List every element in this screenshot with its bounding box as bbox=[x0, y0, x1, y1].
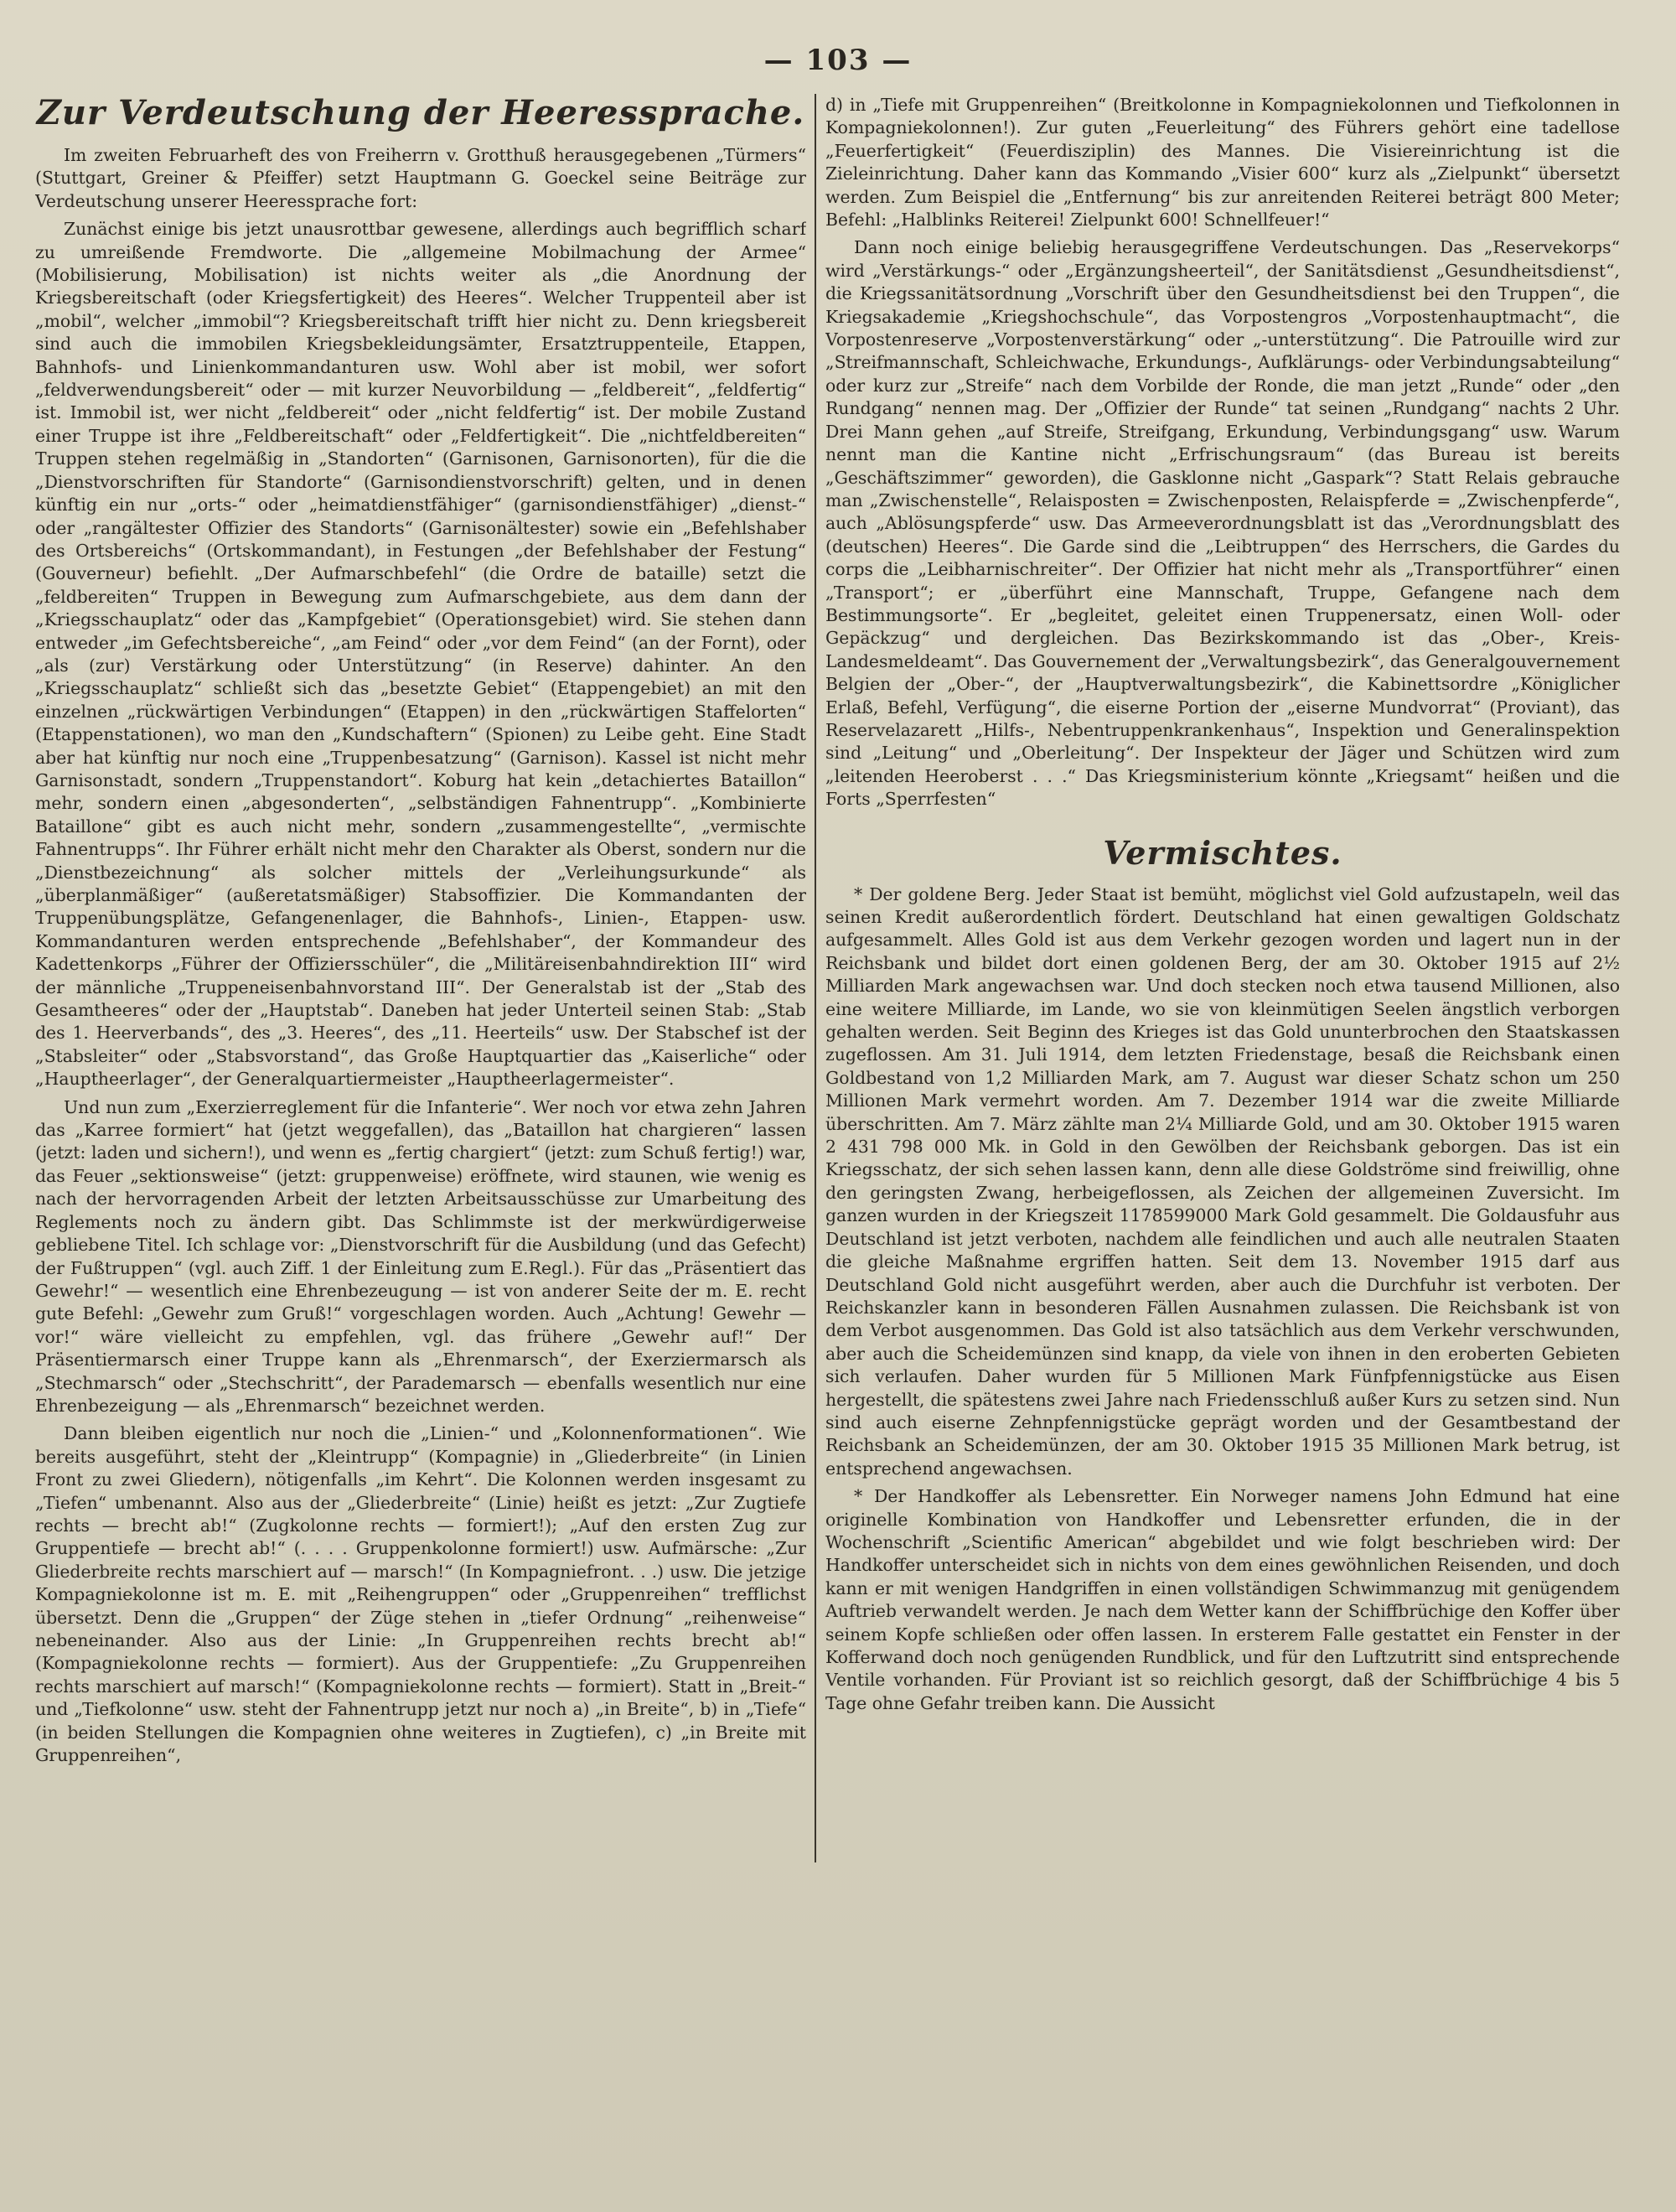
paragraph-kolonnen: Dann bleiben eigentlich nur noch die „Linien-“ und „Kolonnenformationen“. Wie bereits ausgeführt, steht der „Kleintrupp“ (Kompagnie) in „Gliederbreite“ (in Linien Front zu zwei Gliedern), nötigenfalls „im Kehrt“. Die Kolonnen werden insgesamt zu „Tiefen“ umbenannt. Also aus der „Gliederbreite“ (Linie) heißt es jetzt: „Zur Zugtiefe rechts — brecht ab!“ (Zugkolonne rechts — formiert!); „Auf den ersten Zug zur Gruppentiefe — brecht ab!“ (. . . . Gruppenkolonne formiert!) usw. Aufmärsche: „Zur Gliederbreite rechts marschiert auf — marsch!“ (In Kompagniefront. . .) usw. Die jetzige Kompagniekolonne ist m. E. mit „Reihengruppen“ oder „Gruppenreihen“ trefflichst übersetzt. Denn die „Gruppen“ der Züge stehen in „tiefer Ordnung“ „reihenweise“ nebeneinander. Also aus der Linie: „In Gruppenreihen rechts brecht ab!“ (Kompagniekolonne rechts — formiert). Aus der Gruppentiefe: „Zu Gruppenreihen rechts marschiert auf marsch!“ (Kompagniekolonne rechts — formiert). Statt in „Breit-“ und „Tiefkolonne“ usw. steht der Fahnentrupp jetzt nur noch a) „in Breite“, b) in „Tiefe“ (in beiden Stellungen die Kompagnien ohne weiteres in Zugtiefen), c) „in Breite mit Gruppenreihen“, bbox=[35, 1423, 806, 1766]
paragraph-exerzierreglement: Und nun zum „Exerzierreglement für die Infanterie“. Wer noch vor etwa zehn Jahren das „Karree formiert“ hat (jetzt weggefallen), das „Bataillon hat chargieren“ lassen (jetzt: laden und sichern!), und wenn es „fertig chargiert“ (jetzt: zum Schuß fertig!) war, das Feuer „sektionsweise“ (jetzt: gruppenweise) eröffnete, wird staunen, wie wenig es nach der hervorragenden Arbeit der letzten Arbeitsausschüsse zur Umarbeitung des Reglements noch zu ändern gibt. Das Schlimmste ist der merkwürdigerweise gebliebene Titel. Ich schlage vor: „Dienstvorschrift für die Ausbildung (und das Gefecht) der Fußtruppen“ (vgl. auch Ziff. 1 der Einleitung zum E.Regl.). Für das „Präsentiert das Gewehr!“ — wesentlich eine Ehrenbezeugung — ist von anderer Seite der m. E. recht gute Befehl: „Gewehr zum Gruß!“ vorgeschlagen worden. Auch „Achtung! Gewehr — vor!“ wäre vielleicht zu empfehlen, vgl. das frühere „Gewehr auf!“ Der Präsentiermarsch einer Truppe kann als „Ehrenmarsch“, der Exerziermarsch als „Stechmarsch“ oder „Stechschritt“, der Parademarsch — ebenfalls wesentlich nur eine Ehrenbezeigung — als „Ehrenmarsch“ bezeichnet werden. bbox=[35, 1096, 806, 1416]
paragraph-handkoffer: * Der Handkoffer als Lebensretter. Ein Norweger namens John Edmund hat eine originelle Kombination von Handkoffer und Lebensretter erfunden, die in der Wochenschrift „Scientific American“ abgebildet und wie folgt beschrieben wird: Der Handkoffer unterscheidet sich in nichts von dem eines gewöhnlichen Reisenden, und doch kann er mit wenigen Handgriffen in einen vollständigen Schwimmanzug mit genügendem Auftrieb verwandelt werden. Je nach dem Wetter kann der Schiffbrüchige den Koffer über seinem Kopfe schließen oder offen lassen. In ersterem Falle gestattet ein Fenster in der Kofferwand doch noch genügenden Rundblick, und für den Luftzutritt sind entsprechende Ventile vorhanden. Für Proviant ist so reichlich gesorgt, daß der Schiffbrüchige 4 bis 5 Tage ohne Gefahr treiben kann. Die Aussicht bbox=[825, 1486, 1620, 1713]
right-column bbox=[825, 94, 1620, 2187]
paragraph-fremdworte: Zunächst einige bis jetzt unausrottbar gewesene, allerdings auch begrifflich scharf zu umreißende Fremdworte. Die „allgemeine Mobilmachung der Armee“ (Mobilisierung, Mobilisation) ist nichts weiter als „die Anordnung der Kriegsbereitschaft (oder Kriegsfertigkeit) des Heeres“. Welcher Truppenteil aber ist „mobil“, welcher „immobil“? Kriegsbereitschaft trifft hier nicht zu. Denn kriegsbereit sind auch die immobilen Kriegsbekleidungsämter, Ersatztruppenteile, Etappen, Bahnhofs- und Linienkommandanturen usw. Wohl aber ist mobil, wer sofort „feldverwendungsbereit“ oder — mit kurzer Neuvorbildung — „feldbereit“, „feldfertig“ ist. Immobil ist, wer nicht „feldbereit“ oder „nicht feldfertig“ ist. Der mobile Zustand einer Truppe ist ihre „Feldbereitschaft“ oder „Feldfertigkeit“. Die „nichtfeldbereiten“ Truppen stehen regelmäßig in „Standorten“ (Garnisonen, Garnisonorten), für die die „Dienstvorschriften für Standorte“ (Garnisondienstvorschrift) gelten, und in denen künftig ein nur „orts-“ oder „heimatdienstfähiger“ (garnisondienstfähiger) „dienst-“ oder „rangältester Offizier des Standorts“ (Garnisonältester) sowie ein „Befehlshaber des Ortsbereichs“ (Ortskommandant), in Festungen „der Befehlshaber der Festung“ (Gouverneur) befiehlt. „Der Aufmarschbefehl“ (die Ordre de bataille) setzt die „feldbereiten“ Truppen in Bewegung zum Aufmarschgebiete, aus dem dann der „Kriegsschauplatz“ oder das „Kampfgebiet“ (Operationsgebiet) wird. Sie stehen dann entweder „im Gefechtsbereiche“, „am Feind“ oder „vor dem Feind“ (an der Fornt), oder „als (zur) Verstärkung oder Unterstützung“ (in Reserve) dahinter. An den „Kriegsschauplatz“ schließt sich das „besetzte Gebiet“ (Etappengebiet) an mit den einzelnen „rückwärtigen Verbindungen“ (Etappen) in den „rückwärtigen Staffelorten“ (Etappenstationen), wo man den „Kundschaftern“ (Spionen) zu Leibe geht. Eine Stadt aber hat künftig nur noch eine „Truppenbesatzung“ (Garnison). Kassel ist nicht mehr Garnisonstadt, sondern „Truppenstandort“. Koburg hat kein „detachiertes Bataillon“ mehr, sondern einen „abgesonderten“, „selbständigen Fahnentrupp“. „Kombinierte Bataillone“ gibt es auch nicht mehr, sondern „zusammengestellte“, „vermischte Fahnentrupps“. Ihr Führer erhält nicht mehr den Charakter als Oberst, sondern nur die „Dienstbezeichnung“ als solcher mittels der „Verleihungsurkunde“ als „überplanmäßiger“ (außeretatsmäßiger) Stabsoffizier. Die Kommandanten der Truppenübungsplätze, Gefangenenlager, die Bahnhofs-, Linien-, Etappen- usw. Kommandanturen werden entsprechende „Befehlshaber“, der Kommandeur des Kadettenkorps „Führer der Offiziersschüler“, die „Militäreisenbahndirektion III“ wird der männliche „Truppeneisenbahnvorstand III“. Der Generalstab ist der „Stab des Gesamtheeres“ oder der „Hauptstab“. Daneben hat jeder Unterteil seinen Stab: „Stab des 1. Heerverbands“, des „3. Heeres“, des „11. Heerteils“ usw. Der Stabschef ist der „Stabsleiter“ oder „Stabsvorstand“, das Große Hauptquartier das „Kaiserliche“ oder „Hauptheerlager“, der Generalquartiermeister „Hauptheerlagermeister“. bbox=[35, 219, 806, 1090]
paragraph-goldener-berg: * Der goldene Berg. Jeder Staat ist bemüht, möglichst viel Gold aufzustapeln, weil das seinen Kredit außerordentlich fördert. Deutschland hat einen gewaltigen Goldschatz aufgesammelt. Alles Gold ist aus dem Verkehr gezogen worden und lagert nun in der Reichsbank und bildet dort einen goldenen Berg, der am 30. Oktober 1915 auf 2½ Milliarden Mark angewachsen war. Und doch stecken noch etwa tausend Millionen, also eine weitere Milliarde, im Lande, wo sie von kleinmütigen Seelen ängstlich verborgen gehalten werden. Seit Beginn des Krieges ist das Gold ununterbrochen den Staatskassen zugeflossen. Am 31. Juli 1914, dem letzten Friedenstage, besaß die Reichsbank einen Goldbestand von 1,2 Milliarden Mark, am 7. August war dieser Schatz schon um 250 Millionen Mark vermehrt worden. Am 7. Dezember 1914 war die zweite Milliarde überschritten. Am 7. März zählte man 2¼ Milliarde Gold, und am 30. Oktober 1915 waren 2 431 798 000 Mk. in Gold in den Gewölben der Reichsbank geborgen. Das ist ein Kriegsschatz, der sich sehen lassen kann, denn alle diese Goldströme sind freiwillig, ohne den geringsten Zwang, herbeigeflossen, als Zeichen der allgemeinen Zuversicht. Im ganzen wurden in der Kriegszeit 1178599000 Mark Gold gesammelt. Die Goldausfuhr aus Deutschland ist jetzt verboten, nachdem alle feindlichen und auch alle neutralen Staaten die gleiche Maßnahme ergriffen hatten. Seit dem 13. November 1915 darf aus Deutschland Gold nicht ausgeführt werden, aber auch die Durchfuhr ist verboten. Der Reichskanzler kann in besonderen Fällen Ausnahmen zulassen. Die Reichsbank ist von dem Verbot ausgenommen. Das Gold ist also tatsächlich aus dem Verkehr verschwunden, aber auch die Scheidemünzen sind knapp, da viele von ihnen in den eroberten Gebieten sich verlaufen. Daher wurden für 5 Millionen Mark Fünfpfennigstücke aus Eisen hergestellt, die spätestens zwei Jahre nach Friedensschluß außer Kurs zu setzen sind. Nun sind auch eiserne Zehnpfennigstücke geprägt worden und der Gesamtbestand der Reichsbank an Scheidemünzen, der am 30. Oktober 1915 35 Millionen Mark betrug, ist entsprechend angewachsen. bbox=[825, 883, 1620, 1479]
column-divider bbox=[815, 94, 816, 1862]
paragraph-intro: Im zweiten Februarheft des von Freiherrn v. Grotthuß herausgegebenen „Türmers“ (Stuttgart, Greiner & Pfeiffer) setzt Hauptmann G. Goeckel seine Beiträge zur Verdeutschung unserer Heeressprache fort: bbox=[35, 145, 806, 211]
paragraph-verdeutschungen: Dann noch einige beliebig herausgegriffene Verdeutschungen. Das „Reservekorps“ wird „Verstärkungs-“ oder „Ergänzungsheerteil“, der Sanitätsdienst „Gesundheitsdienst“, die Kriegssanitätsordnung „Vorschrift über den Gesundheitsdienst bei den Truppen“, die Kriegsakademie „Kriegshochschule“, das Vorpostengros „Vorpostenhauptmacht“, die Vorpostenreserve „Vorpostenverstärkung“ oder „-unterstützung“. Die Patrouille wird zur „Streifmannschaft, Schleichwache, Erkundungs-, Aufklärungs- oder Verbindungsabteilung“ oder kurz zur „Streife“ nach dem Vorbilde der Ronde, die man jetzt „Runde“ oder „den Rundgang“ nennen mag. Der „Offizier der Runde“ tat seinen „Rundgang“ nachts 2 Uhr. Drei Mann gehen „auf Streife, Streifgang, Erkundung, Verbindungsgang“ usw. Warum nennt man die Kantine nicht „Erfrischungsraum“ (das Bureau ist bereits „Geschäftszimmer“ geworden), die Gasklonne nicht „Gaspark“? Statt Relais gebrauche man „Zwischenstelle“, Relaisposten = Zwischenposten, Relaispferde = „Zwischenpferde“, auch „Ablösungspferde“ usw. Das Armeeverordnungsblatt ist das „Verordnungsblatt des (deutschen) Heeres“. Die Garde sind die „Leibtruppen“ des Herrschers, die Gardes du corps die „Leibharnischreiter“. Der Offizier hat nicht mehr als „Transportführer“ einen „Transport“; er „überführt eine Mannschaft, Truppe, Gefangene nach dem Bestimmungsorte“. Er „begleitet, geleitet einen Truppenersatz, einen Woll- oder Gepäckzug“ und dergleichen. Das Bezirkskommando ist das „Ober-, Kreis-Landesmeldeamt“. Das Gouvernement der „Verwaltungsbezirk“, das Generalgouvernement Belgien der „Ober-“, der „Hauptverwaltungsbezirk“, die Kabinettsordre „Königlicher Erlaß, Befehl, Verfügung“, die eiserne Portion der „eiserne Mundvorrat“ (Proviant), das Reservelazarett „Hilfs-, Nebentruppenkrankenhaus“, Inspektion und Generalinspektion sind „Leitung“ und „Oberleitung“. Der Inspekteur der Jäger und Schützen wird zum „leitenden Heeroberst . . .“ Das Kriegsministerium könnte „Kriegsamt“ heißen und die Forts „Sperrfesten“ bbox=[825, 237, 1620, 810]
article-title-heeressprache: Zur Verdeutschung der Heeressprache. bbox=[36, 94, 805, 132]
article-title-vermischtes: Vermischtes. bbox=[1103, 833, 1342, 872]
left-column bbox=[35, 94, 806, 2187]
paragraph-gruppenreihen: d) in „Tiefe mit Gruppenreihen“ (Breitkolonne in Kompagniekolonnen und Tiefkolonnen in Kompagniekolonnen!). Zur guten „Feuerleitung“ des Führers gehört eine tadellose „Feuerfertigkeit“ (Feuerdisziplin) des Mannes. Die Visiereinrichtung ist die Zieleinrichtung. Daher kann das Kommando „Visier 600“ kurz als „Zielpunkt“ übersetzt werden. Zum Beispiel die „Entfernung“ bis zur anreitenden Reiterei beträgt 800 Meter; Befehl: „Halblinks Reiterei! Zielpunkt 600! Schnellfeuer!“ bbox=[825, 95, 1620, 231]
page-number: — 103 — bbox=[763, 44, 913, 77]
